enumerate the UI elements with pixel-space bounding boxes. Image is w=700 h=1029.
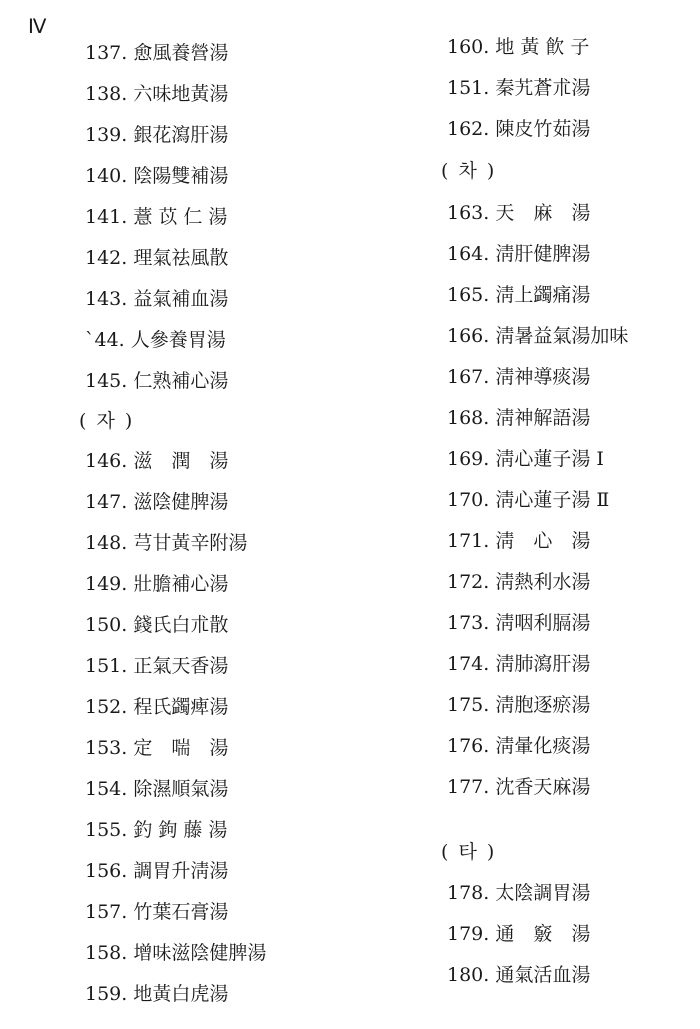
prescription-entry [447, 962, 590, 988]
prescription-name: 芎甘黃辛附湯 [133, 532, 248, 554]
prescription-entry [85, 163, 228, 189]
prescription-name: 薏 苡 仁 湯 [133, 206, 228, 228]
prescription-name: 釣 鉤 藤 湯 [133, 819, 228, 841]
entry-number: 163. [447, 202, 490, 224]
entry-number: 158. [85, 942, 128, 964]
entry-number: 164. [447, 243, 490, 265]
entry-number: 180. [447, 964, 490, 986]
prescription-entry [447, 241, 590, 267]
prescription-entry [85, 368, 228, 394]
entry-number: 177. [447, 776, 490, 798]
prescription-entry [85, 612, 228, 638]
entry-number: 141. [85, 206, 128, 228]
prescription-entry [447, 651, 590, 677]
entry-number: 173. [447, 612, 490, 634]
prescription-name: 定 喘 湯 [133, 737, 229, 759]
prescription-entry [447, 446, 604, 472]
prescription-entry [85, 981, 228, 1007]
prescription-entry [85, 530, 247, 556]
entry-number: 168. [447, 407, 490, 429]
entry-number: 140. [85, 165, 128, 187]
prescription-name: 淸肺瀉肝湯 [495, 653, 591, 675]
entry-number: 159. [85, 983, 128, 1005]
entry-number: 148. [85, 532, 128, 554]
entry-number: 137. [85, 42, 128, 64]
prescription-name: 仁熟補心湯 [133, 370, 229, 392]
section-heading: ( 타 ) [441, 841, 497, 863]
prescription-name: 淸熱利水湯 [495, 571, 591, 593]
prescription-name: 益氣補血湯 [133, 288, 229, 310]
prescription-entry [447, 733, 590, 759]
prescription-name: 地黃白虎湯 [133, 983, 229, 1005]
prescription-name: 理氣祛風散 [133, 247, 229, 269]
prescription-name: 增味滋陰健脾湯 [133, 942, 267, 964]
entry-number: 143. [85, 288, 128, 310]
prescription-name: 正氣天香湯 [133, 655, 229, 677]
entry-number: 150. [85, 614, 128, 636]
prescription-name: 陰陽雙補湯 [133, 165, 229, 187]
prescription-entry [85, 40, 228, 66]
prescription-name: 淸咽利膈湯 [495, 612, 591, 634]
prescription-name: 調胃升淸湯 [133, 860, 229, 882]
prescription-entry [447, 405, 590, 431]
prescription-name: 錢氏白朮散 [133, 614, 229, 636]
entry-number: 157. [85, 901, 128, 923]
prescription-entry [447, 116, 590, 142]
prescription-entry [85, 448, 228, 474]
entry-number: 146. [85, 450, 128, 472]
entry-number: 160. [447, 36, 490, 58]
entry-number: 151. [85, 655, 128, 677]
prescription-entry [85, 776, 228, 802]
prescription-entry [447, 487, 609, 513]
prescription-name: 淸心蓮子湯 Ⅱ [495, 489, 610, 511]
prescription-entry [85, 327, 226, 353]
entry-number: 138. [85, 83, 128, 105]
prescription-name: 太陰調胃湯 [495, 882, 591, 904]
prescription-name: 淸神導痰湯 [495, 366, 591, 388]
prescription-name: 沈香天麻湯 [495, 776, 591, 798]
entry-number: 167. [447, 366, 490, 388]
entry-number: 171. [447, 530, 490, 552]
prescription-name: 除濕順氣湯 [133, 778, 229, 800]
prescription-entry [447, 282, 590, 308]
entry-number: 139. [85, 124, 128, 146]
prescription-name: 淸肝健脾湯 [495, 243, 591, 265]
prescription-entry [447, 528, 590, 554]
entry-number: 152. [85, 696, 128, 718]
prescription-entry [447, 692, 590, 718]
prescription-name: 陳皮竹茹湯 [495, 118, 591, 140]
prescription-entry [85, 81, 228, 107]
entry-number: 176. [447, 735, 490, 757]
prescription-name: 淸心蓮子湯 Ⅰ [495, 448, 604, 470]
prescription-name: 淸神解語湯 [495, 407, 591, 429]
prescription-entry [447, 200, 590, 226]
prescription-entry [85, 653, 228, 679]
prescription-name: 地 黃 飮 子 [495, 36, 590, 58]
entry-number: 175. [447, 694, 490, 716]
entry-number: 179. [447, 923, 490, 945]
entry-number: 166. [447, 325, 490, 347]
prescription-name: 竹葉石膏湯 [133, 901, 229, 923]
entry-number: `44. [85, 329, 125, 351]
prescription-entry [447, 774, 590, 800]
prescription-name: 人參養胃湯 [130, 329, 226, 351]
prescription-entry [85, 286, 228, 312]
section-heading: ( 자 ) [79, 410, 135, 432]
prescription-entry [85, 858, 228, 884]
entry-number: 154. [85, 778, 128, 800]
prescription-entry [447, 75, 590, 101]
entry-number: 169. [447, 448, 490, 470]
entry-number: 153. [85, 737, 128, 759]
prescription-entry [85, 245, 228, 271]
entry-number: 165. [447, 284, 490, 306]
prescription-name: 淸胞逐瘀湯 [495, 694, 591, 716]
prescription-entry [85, 899, 228, 925]
entry-number: 149. [85, 573, 128, 595]
prescription-entry [85, 571, 228, 597]
prescription-entry [85, 489, 228, 515]
prescription-name: 銀花瀉肝湯 [133, 124, 229, 146]
entry-number: 142. [85, 247, 128, 269]
prescription-entry [85, 940, 266, 966]
prescription-name: 程氏蠲痺湯 [133, 696, 229, 718]
prescription-name: 滋 潤 湯 [133, 450, 229, 472]
section-heading: ( 차 ) [441, 160, 497, 182]
prescription-entry [85, 204, 227, 230]
prescription-name: 淸 心 湯 [495, 530, 591, 552]
prescription-entry [447, 610, 590, 636]
prescription-entry [447, 880, 590, 906]
prescription-name: 滋陰健脾湯 [133, 491, 229, 513]
prescription-entry [85, 817, 227, 843]
entry-number: 156. [85, 860, 128, 882]
entry-number: 147. [85, 491, 128, 513]
prescription-name: 六味地黃湯 [133, 83, 229, 105]
prescription-entry [447, 323, 628, 349]
prescription-entry [85, 694, 228, 720]
prescription-name: 壯膽補心湯 [133, 573, 229, 595]
prescription-name: 淸暑益氣湯加味 [495, 325, 629, 347]
prescription-name: 天 麻 湯 [495, 202, 591, 224]
prescription-entry [447, 364, 590, 390]
entry-number: 172. [447, 571, 490, 593]
prescription-entry [447, 569, 590, 595]
prescription-name: 淸暈化痰湯 [495, 735, 591, 757]
prescription-name: 愈風養營湯 [133, 42, 229, 64]
prescription-name: 淸上蠲痛湯 [495, 284, 591, 306]
prescription-entry [447, 921, 590, 947]
prescription-entry [85, 735, 228, 761]
prescription-name: 通氣活血湯 [495, 964, 591, 986]
entry-number: 151. [447, 77, 490, 99]
prescription-entry [447, 34, 589, 60]
entry-number: 170. [447, 489, 490, 511]
prescription-name: 通 竅 湯 [495, 923, 591, 945]
entry-number: 145. [85, 370, 128, 392]
entry-number: 162. [447, 118, 490, 140]
page-section-marker: Ⅳ [28, 16, 47, 38]
entry-number: 155. [85, 819, 128, 841]
entry-number: 178. [447, 882, 490, 904]
entry-number: 174. [447, 653, 490, 675]
prescription-name: 秦艽蒼朮湯 [495, 77, 591, 99]
prescription-entry [85, 122, 228, 148]
